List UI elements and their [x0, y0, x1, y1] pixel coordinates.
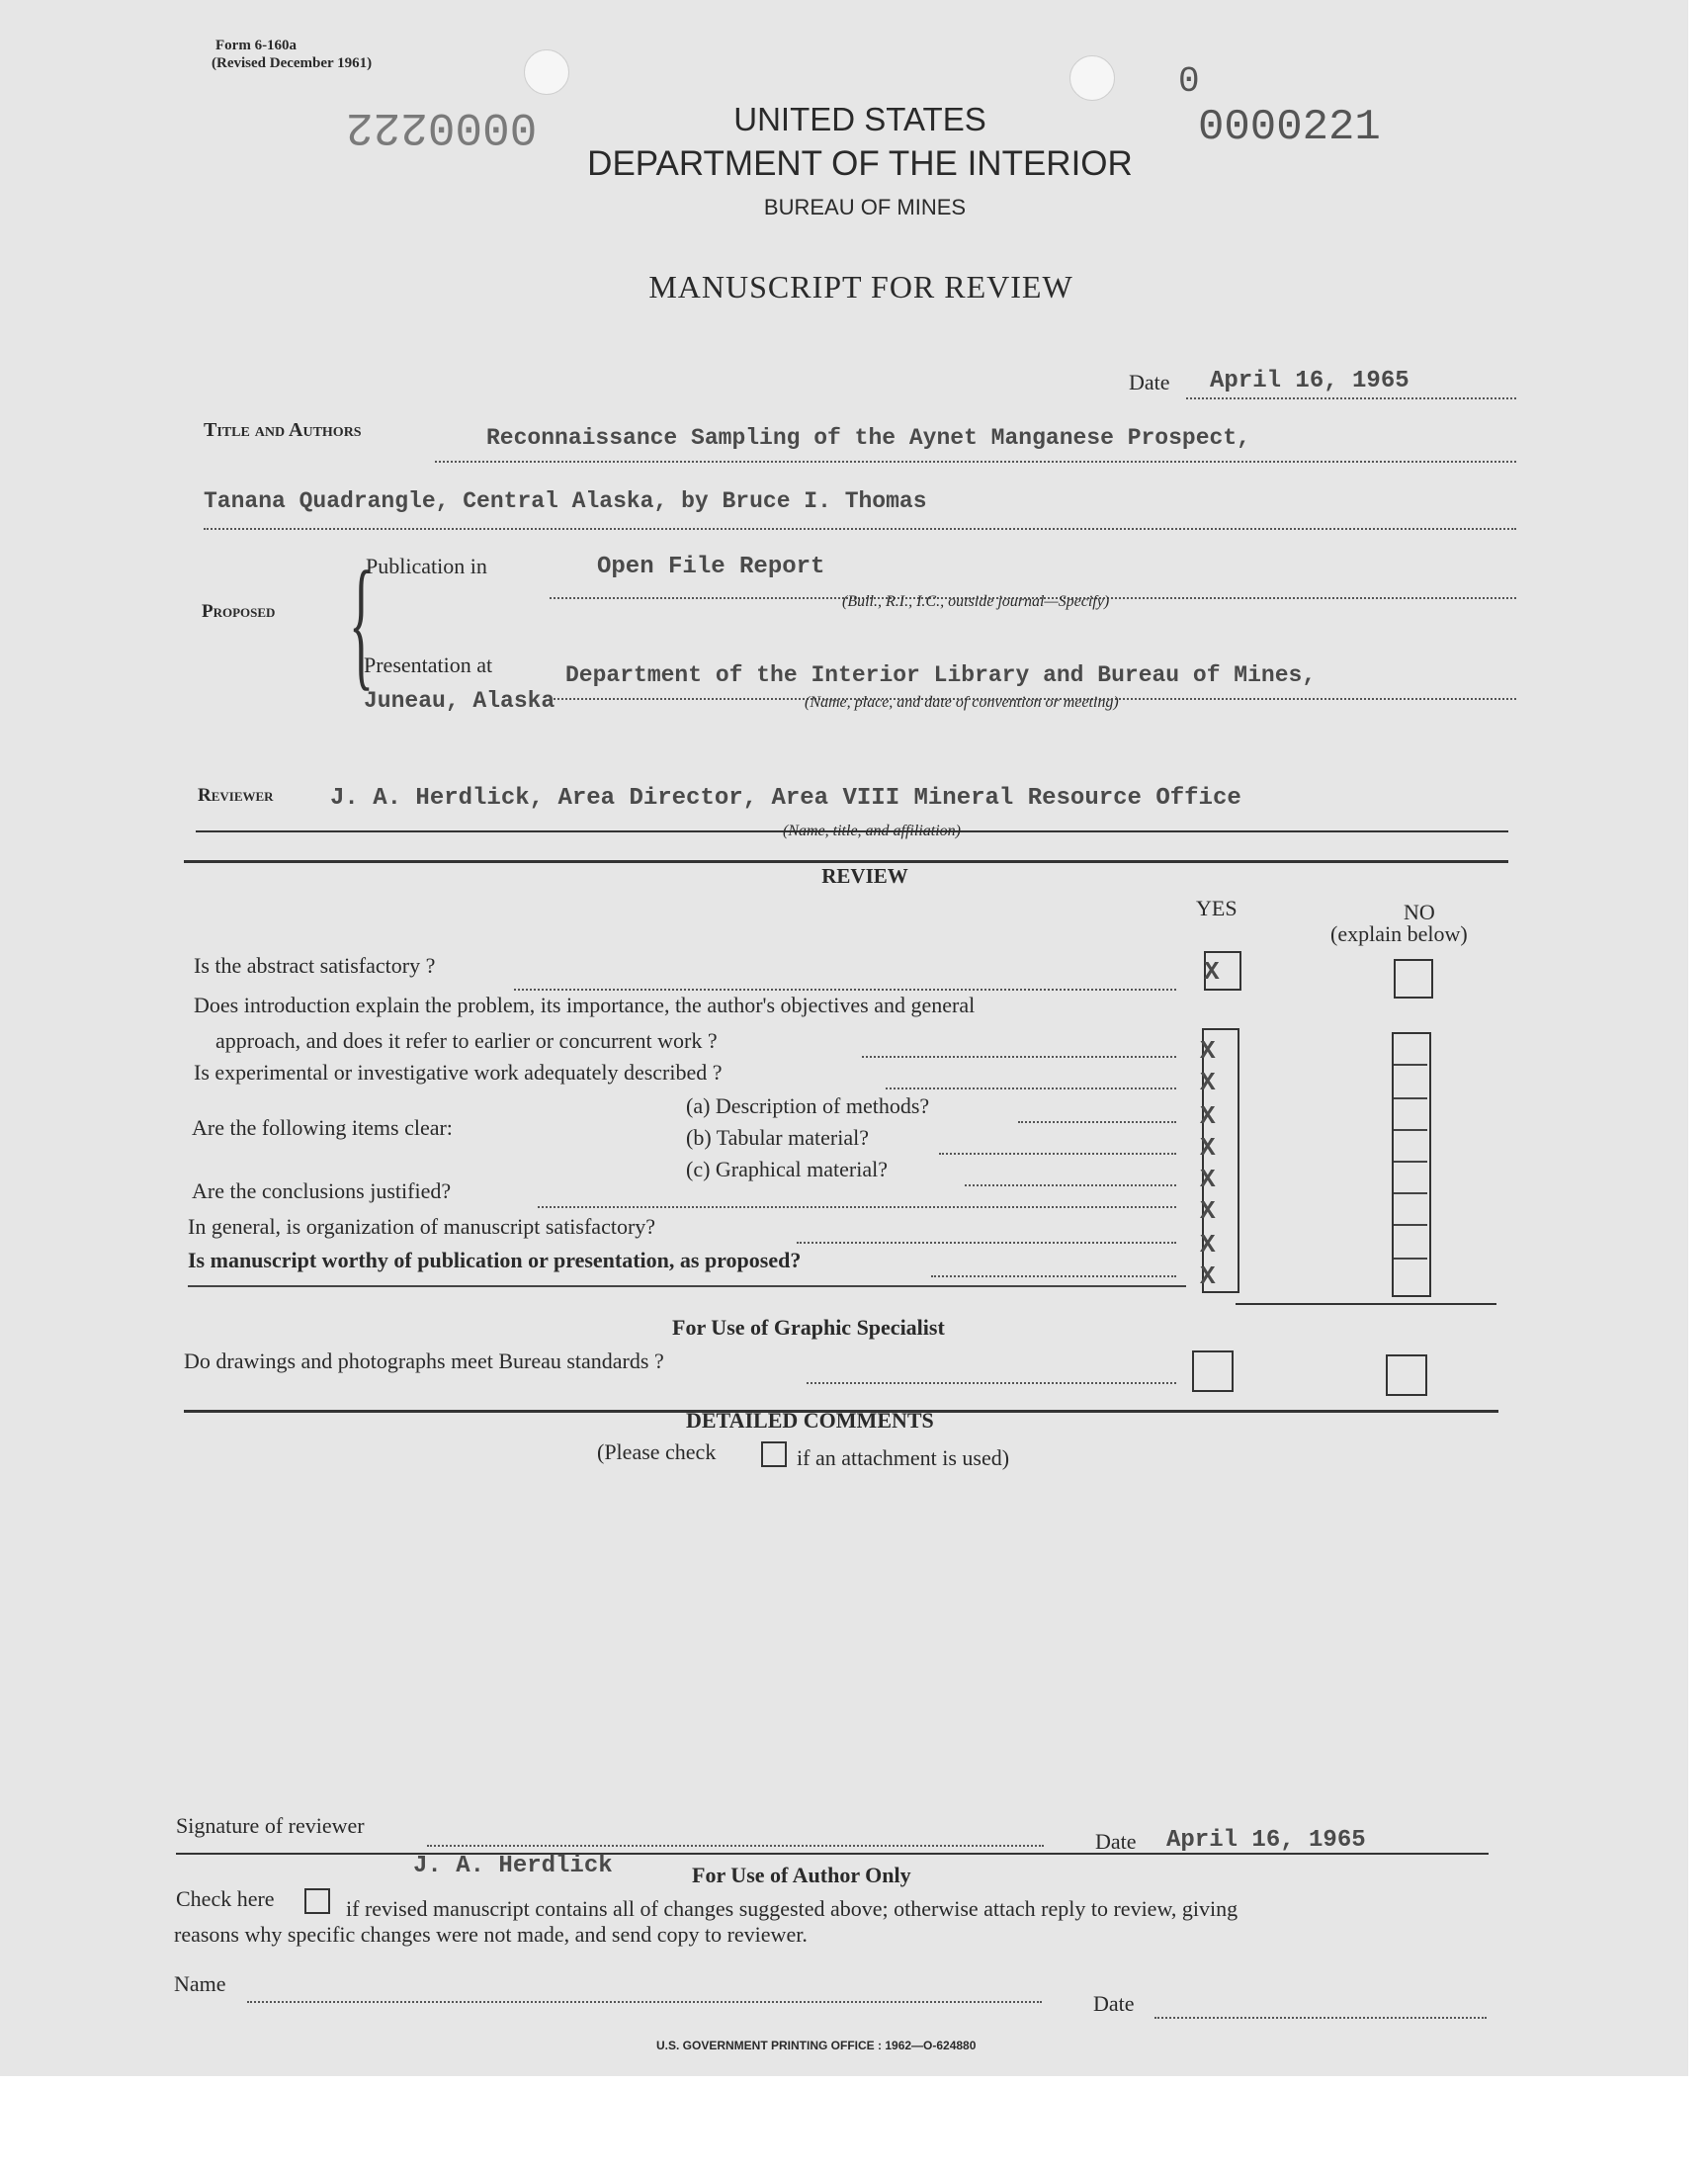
signature-label: Signature of reviewer [176, 1813, 365, 1838]
question-organization: In general, is organization of manuscript satisfactory? [188, 1214, 656, 1239]
author-name-line [247, 2001, 1042, 2003]
no-column-divider [1394, 1192, 1427, 1194]
graphic-top-rule [1236, 1303, 1496, 1305]
author-revised-checkbox[interactable] [304, 1888, 330, 1914]
question-graphical: (c) Graphical material? [686, 1157, 888, 1181]
question-experimental-line [886, 1088, 1176, 1089]
graphic-question: Do drawings and photographs meet Bureau standards ? [184, 1348, 664, 1373]
stamp-right: 0000221 [1198, 103, 1381, 152]
publication-label: Publication in [366, 554, 487, 578]
department-title: DEPARTMENT OF THE INTERIOR [587, 144, 1133, 183]
yes-mark-abstract: X [1204, 957, 1220, 987]
presentation-value-line1: Department of the Interior Library and Bureau of Mines, [565, 662, 1317, 688]
signature-typed-name: J. A. Herdlick [413, 1853, 613, 1879]
title-authors-label: Title and Authors [204, 419, 362, 441]
no-label: NO [1404, 900, 1435, 924]
presentation-hint: (Name, place, and date of convention or meeting) [805, 694, 1119, 711]
items-clear-label: Are the following items clear: [192, 1115, 453, 1140]
question-conclusions: Are the conclusions justified? [192, 1178, 452, 1203]
question-tabular-line [939, 1153, 1176, 1155]
question-abstract-line [514, 989, 1176, 991]
author-name-label: Name [174, 1971, 226, 1996]
signature-line [427, 1845, 1044, 1847]
date-label: Date [1129, 370, 1170, 394]
review-heading: REVIEW [821, 864, 908, 888]
review-bottom-rule [188, 1285, 1186, 1287]
reviewer-hint: (Name, title, and affiliation) [783, 823, 961, 839]
publication-hint: (Bull., R.I., I.C., outside journal—Specify) [842, 593, 1110, 610]
stamp-right-prefix: 0 [1178, 61, 1200, 102]
presentation-value-line2: Juneau, Alaska [364, 688, 555, 714]
publication-value: Open File Report [597, 554, 825, 580]
question-tabular: (b) Tabular material? [686, 1125, 869, 1150]
author-check-label: Check here [176, 1886, 275, 1911]
question-abstract: Is the abstract satisfactory ? [194, 953, 436, 978]
title-value-line1: Reconnaissance Sampling of the Aynet Manganese Prospect, [486, 425, 1250, 451]
graphic-heading: For Use of Graphic Specialist [672, 1315, 945, 1340]
printer-imprint: U.S. GOVERNMENT PRINTING OFFICE : 1962—O-624880 [656, 2039, 977, 2052]
punch-hole-right [1069, 55, 1115, 101]
author-date-line [1154, 2017, 1487, 2019]
reviewer-value: J. A. Herdlick, Area Director, Area VIII Mineral Resource Office [330, 785, 1241, 812]
question-introduction: Does introduction explain the problem, its importance, the author's objectives and general [194, 993, 976, 1017]
signature-date-value: April 16, 1965 [1166, 1827, 1366, 1854]
yes-mark-worthy: X [1200, 1262, 1216, 1291]
no-column-divider [1394, 1097, 1427, 1099]
question-methods: (a) Description of methods? [686, 1093, 930, 1118]
yes-mark-introduction: X [1200, 1036, 1216, 1066]
no-column-divider [1394, 1129, 1427, 1131]
proposed-brace: { [349, 542, 374, 704]
graphic-yes-checkbox[interactable] [1192, 1350, 1234, 1392]
signature-date-label: Date [1095, 1829, 1137, 1854]
question-introduction-line [862, 1056, 1176, 1058]
yes-mark-organization: X [1200, 1230, 1216, 1260]
no-column-divider [1394, 1258, 1427, 1260]
graphic-no-checkbox[interactable] [1386, 1354, 1427, 1396]
comments-note-after: if an attachment is used) [797, 1445, 1010, 1470]
title-line-1 [435, 461, 1516, 463]
question-organization-line [797, 1242, 1176, 1244]
author-section-heading: For Use of Author Only [692, 1863, 911, 1887]
date-line [1186, 397, 1516, 399]
no-column-divider [1394, 1064, 1427, 1066]
comments-heading: DETAILED COMMENTS [686, 1408, 934, 1433]
presentation-label: Presentation at [364, 652, 493, 677]
yes-mark-experimental: X [1200, 1068, 1216, 1097]
comments-note-before: (Please check [597, 1439, 717, 1464]
agency-title: UNITED STATES [733, 101, 986, 137]
yes-mark-graphical: X [1200, 1165, 1216, 1194]
question-introduction-cont: approach, and does it refer to earlier or concurrent work ? [215, 1028, 718, 1053]
no-checkbox-abstract[interactable] [1394, 959, 1433, 999]
title-value-line2: Tanana Quadrangle, Central Alaska, by Bruce I. Thomas [204, 488, 927, 514]
signature-rule [176, 1853, 1489, 1855]
page-title: MANUSCRIPT FOR REVIEW [648, 269, 1073, 304]
author-text-line2: reasons why specific changes were not made, and send copy to reviewer. [174, 1922, 808, 1947]
question-experimental: Is experimental or investigative work adequately described ? [194, 1060, 723, 1085]
reviewer-label: Reviewer [198, 785, 274, 806]
proposed-label: Proposed [202, 601, 276, 622]
yes-label: YES [1196, 896, 1238, 920]
question-worthy: Is manuscript worthy of publication or presentation, as proposed? [188, 1248, 802, 1272]
yes-mark-tabular: X [1200, 1133, 1216, 1163]
bureau-title: BUREAU OF MINES [763, 195, 967, 219]
title-line-2 [204, 528, 1516, 530]
no-column-divider [1394, 1161, 1427, 1163]
yes-mark-conclusions: X [1200, 1196, 1216, 1226]
form-revision: (Revised December 1961) [212, 55, 373, 71]
date-value: April 16, 1965 [1210, 368, 1409, 394]
punch-hole-left [524, 49, 569, 95]
no-hint: (explain below) [1330, 921, 1468, 946]
form-number: Form 6-160a [215, 38, 298, 53]
attachment-checkbox[interactable] [761, 1441, 787, 1467]
author-date-label: Date [1093, 1991, 1135, 2016]
yes-mark-methods: X [1200, 1101, 1216, 1131]
graphic-question-line [807, 1382, 1176, 1384]
stamp-left: 0000222 [346, 101, 538, 152]
question-conclusions-line [538, 1206, 1176, 1208]
question-methods-line [1018, 1121, 1176, 1123]
review-top-rule [184, 860, 1508, 863]
no-column-divider [1394, 1224, 1427, 1226]
question-graphical-line [965, 1184, 1176, 1186]
author-text-line1: if revised manuscript contains all of changes suggested above; otherwise attach reply to review, giving [346, 1896, 1238, 1921]
question-worthy-line [931, 1275, 1176, 1277]
